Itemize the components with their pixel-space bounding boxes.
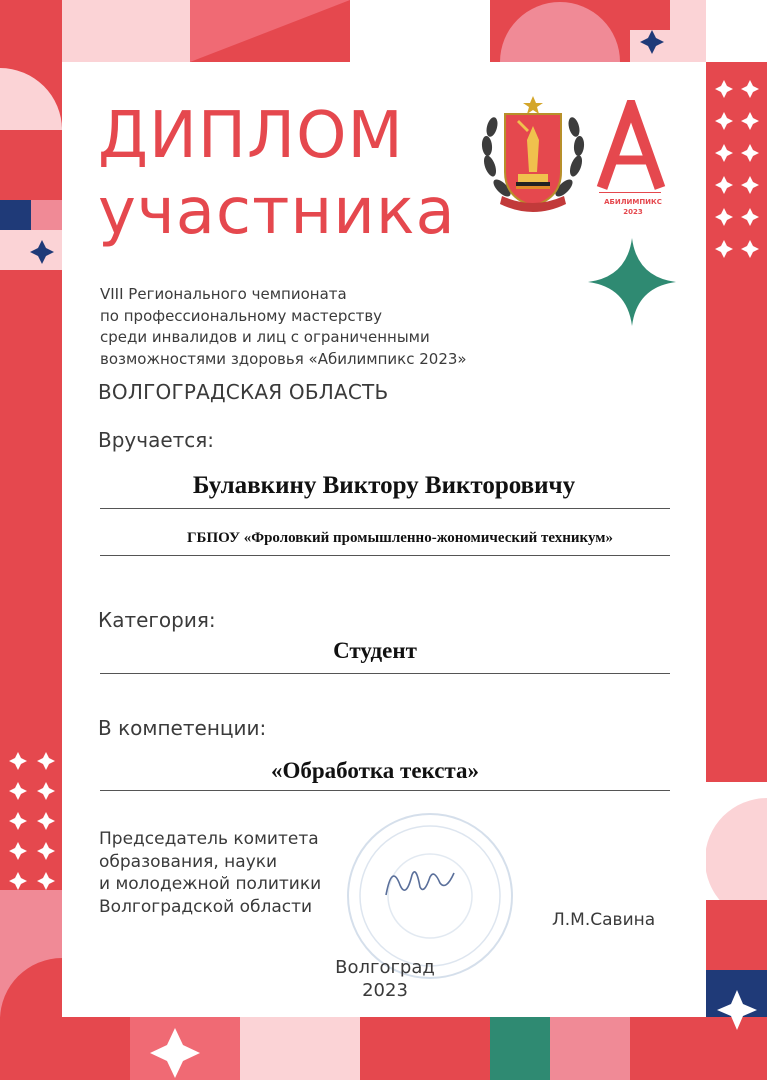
diploma-title (98, 98, 456, 250)
signatory-line: и молодежной политики (99, 874, 322, 894)
title-line-2: участника (98, 175, 456, 249)
abilympics-logo-icon (588, 100, 674, 200)
awarded-label: Вручается: (98, 428, 215, 452)
teal-sparkle-icon (588, 238, 676, 326)
title-line-1: ДИПЛОМ (98, 99, 404, 173)
signatory-position (99, 828, 321, 918)
competence-label: В компетенции: (98, 716, 267, 740)
city: Волгоград (335, 957, 435, 978)
competence-value: «Обработка текста» (271, 758, 479, 783)
recipient-organization: ГБПОУ «Фроловкий промышленно-жономический техникум» (186, 530, 614, 546)
intro-line: VIII Регионального чемпионата (100, 285, 347, 303)
signatory-name: Л.М.Савина (552, 910, 656, 930)
recipient-name-underline (100, 508, 670, 509)
category-label: Категория: (98, 608, 216, 632)
abilympics-logo-text (600, 197, 666, 217)
signatory-line: Председатель комитета (99, 829, 319, 849)
year: 2023 (362, 980, 408, 1001)
abilympics-year: 2023 (623, 208, 643, 216)
abilympics-name: АБИЛИМПИКС (604, 198, 662, 206)
organization-underline (100, 555, 670, 556)
category-underline (100, 673, 670, 674)
championship-description (100, 284, 520, 370)
signature-icon (380, 855, 460, 905)
region-name: ВОЛГОГРАДСКАЯ ОБЛАСТЬ (98, 380, 389, 404)
competence-underline (100, 790, 670, 791)
place-and-year (300, 956, 470, 1002)
intro-line: по профессиональному мастерству (100, 306, 383, 325)
category-value: Студент (333, 638, 417, 663)
intro-line: среди инвалидов и лиц с ограниченными (100, 328, 430, 346)
intro-line: возможностями здоровья «Абилимпикс 2023» (100, 349, 467, 368)
volgograd-emblem-icon (478, 96, 588, 220)
logo-divider (599, 192, 661, 193)
recipient-name: Булавкину Виктору Викторовичу (192, 472, 576, 499)
signatory-line: Волгоградской области (99, 896, 313, 917)
signatory-line: образования, науки (99, 851, 278, 872)
